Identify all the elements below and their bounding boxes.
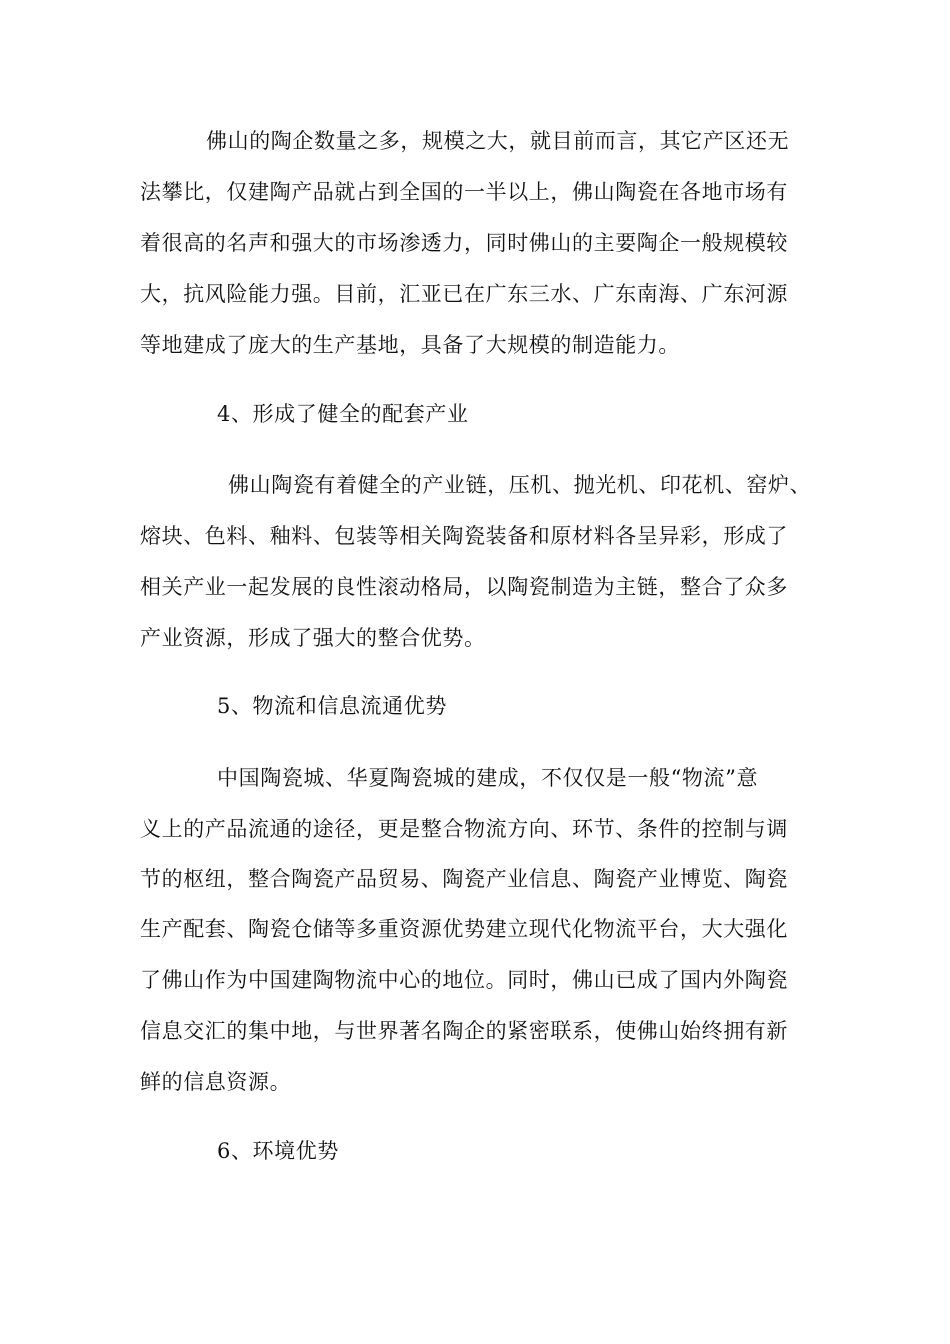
paragraph-3-line-4: 生产配套、陶瓷仓储等多重资源优势建立现代化物流平台，大大强化 — [140, 917, 788, 941]
paragraph-3-line-6: 信息交汇的集中地，与世界著名陶企的紧密联系，使佛山始终拥有新 — [140, 1019, 788, 1043]
paragraph-1-line-1: 佛山的陶企数量之多，规模之大，就目前而言，其它产区还无 — [206, 129, 790, 153]
paragraph-3-line-2: 义上的产品流通的途径，更是整合物流方向、环节、条件的控制与调 — [140, 817, 788, 841]
paragraph-2-line-4: 产业资源，形成了强大的整合优势。 — [140, 626, 486, 650]
heading-5: 5、物流和信息流通优势 — [217, 694, 447, 718]
paragraph-1-line-4: 大，抗风险能力强。目前，汇亚已在广东三水、广东南海、广东河源 — [140, 282, 788, 306]
paragraph-3-line-7: 鲜的信息资源。 — [140, 1070, 292, 1094]
paragraph-3-line-3: 节的枢纽，整合陶瓷产品贸易、陶瓷产业信息、陶瓷产业博览、陶瓷 — [140, 867, 788, 891]
heading-4: 4、形成了健全的配套产业 — [217, 402, 469, 426]
paragraph-2-line-3: 相关产业一起发展的良性滚动格局，以陶瓷制造为主链，整合了众多 — [140, 575, 788, 599]
paragraph-3-line-1: 中国陶瓷城、华夏陶瓷城的建成，不仅仅是一般“物流”意 — [217, 766, 759, 790]
paragraph-2-line-2: 熔块、色料、釉料、包装等相关陶瓷装备和原材料各呈异彩，形成了 — [140, 524, 788, 548]
paragraph-1-line-5: 等地建成了庞大的生产基地，具备了大规模的制造能力。 — [140, 333, 680, 357]
paragraph-3-line-5: 了佛山作为中国建陶物流中心的地位。同时，佛山已成了国内外陶瓷 — [140, 968, 788, 992]
paragraph-2-line-1: 佛山陶瓷有着健全的产业链，压机、抛光机、印花机、窑炉、 — [228, 473, 812, 497]
heading-6: 6、环境优势 — [217, 1139, 339, 1163]
paragraph-1-line-3: 着很高的名声和强大的市场渗透力，同时佛山的主要陶企一般规模较 — [140, 231, 788, 255]
paragraph-1-line-2: 法攀比，仅建陶产品就占到全国的一半以上，佛山陶瓷在各地市场有 — [140, 180, 788, 204]
